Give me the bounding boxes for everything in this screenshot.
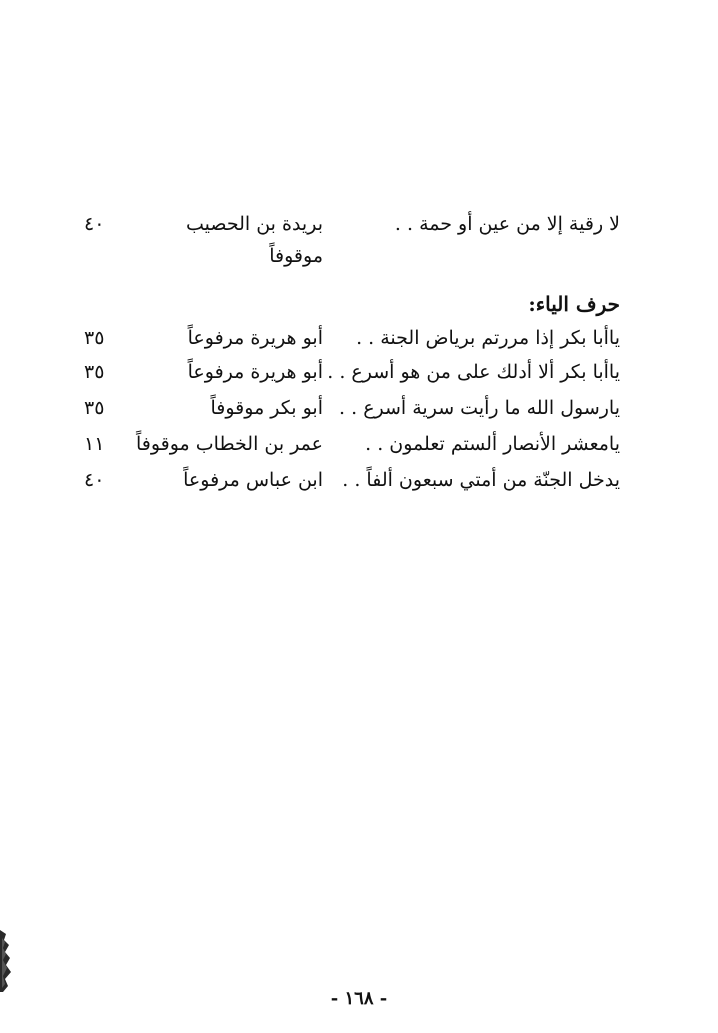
narrator-text: ابن عباس مرفوعاً	[183, 469, 323, 491]
page-reference: ٣٥	[84, 397, 105, 419]
page-reference: ١١	[84, 433, 105, 455]
hadith-text: يدخل الجنّة من أمتي سبعون ألفاً . .	[342, 469, 620, 491]
hadith-text: لا رقية إلا من عين أو حمة . .	[394, 213, 620, 235]
page-reference: ٣٥	[84, 327, 105, 349]
index-entry	[0, 464, 718, 496]
narrator-text: أبو بكر موقوفاً	[210, 397, 323, 419]
hadith-text: يارسول الله ما رأيت سرية أسرع . .	[339, 397, 620, 419]
hadith-text: ياأبا بكر ألا أدلك على من هو أسرع . .	[327, 361, 620, 383]
scan-edge-artifact	[0, 930, 16, 992]
narrator-text: أبو هريرة مرفوعاً	[187, 361, 323, 383]
narrator-text-continuation: موقوفاً	[269, 245, 323, 267]
index-entry	[0, 356, 718, 388]
section-heading	[0, 288, 718, 320]
hadith-text: ياأبا بكر إذا مررتم برياض الجنة . .	[356, 327, 620, 349]
page-reference: ٤٠	[84, 213, 105, 235]
page-reference: ٣٥	[84, 361, 105, 383]
narrator-text: بريدة بن الحصيب	[185, 213, 323, 235]
page-reference: ٤٠	[84, 469, 105, 491]
index-entry	[0, 322, 718, 354]
index-entry	[0, 428, 718, 460]
index-entry	[0, 208, 718, 240]
index-entry-continuation	[0, 240, 718, 272]
section-title: حرف الياء:	[528, 292, 620, 316]
index-entry	[0, 392, 718, 424]
page-number: - ١٦٨ -	[330, 988, 388, 1009]
hadith-text: يامعشر الأنصار ألستم تعلمون . .	[365, 433, 620, 455]
narrator-text: عمر بن الخطاب موقوفاً	[135, 433, 323, 455]
narrator-text: أبو هريرة مرفوعاً	[187, 327, 323, 349]
